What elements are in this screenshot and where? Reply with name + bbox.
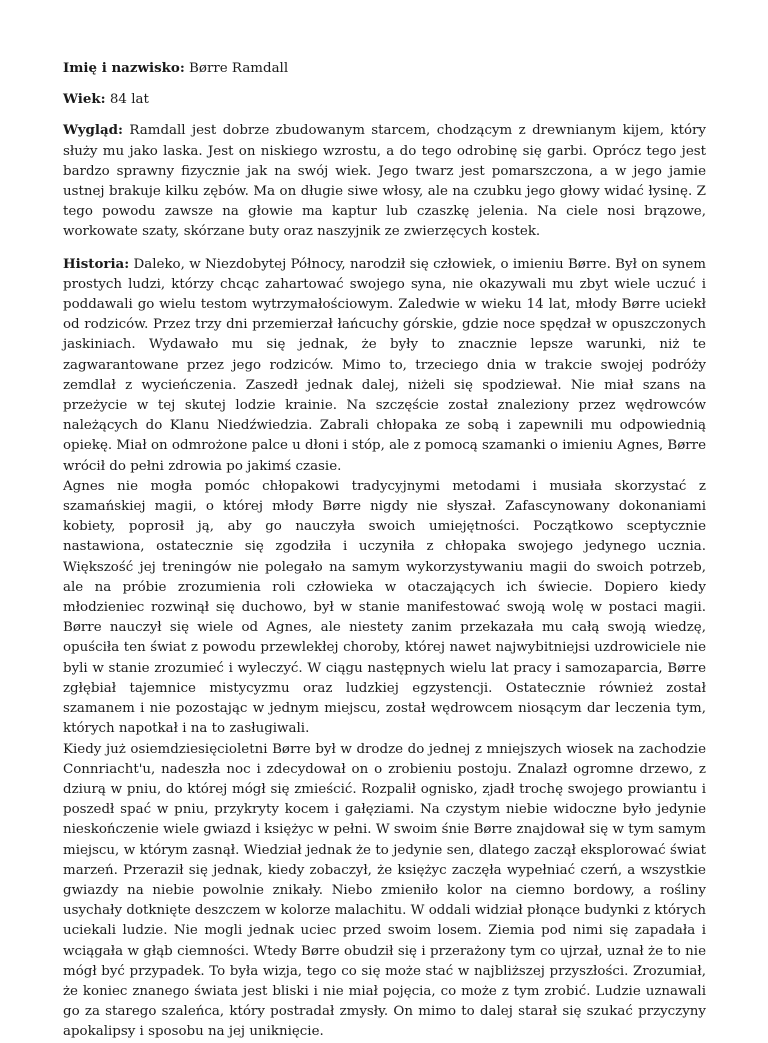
history-section — [63, 254, 706, 1043]
history-paragraph-1 — [63, 254, 706, 477]
name-label: Imię i nazwisko: — [63, 60, 185, 76]
history-paragraph-3 — [63, 740, 706, 1043]
history-label: Historia: — [63, 255, 130, 272]
age-label: Wiek: — [63, 91, 106, 108]
history-paragraph-2 — [63, 477, 706, 740]
name-value: Børre Ramdall — [189, 61, 289, 76]
history-text-2: Agnes nie mogła pomóc chłopakowi tradycyjnymi metodami i musiała skorzystać z szamańskiej magii, o której młody Børre nigdy nie słyszał. Zafascynowany dokonaniami kobiety, poprosił ją, aby go nauczyła swoich umiejętności. Początkowo sceptycznie nastawiona, ostatecznie się zgodziła i uczyniła z chłopaka swojego jedynego ucznia. Większość jej treningów nie polegało na samym wykorzystywaniu magii do swoich potrzeb, ale na próbie zrozumienia roli człowieka w otaczających ich świecie. Dopiero kiedy młodzieniec rozwinął się duchowo, był w stanie manifestować swoją wolę w postaci magii. Børre nauczył się wiele od Agnes, ale niestety zanim przekazała mu całą swoją wiedzę, opuściła ten świat z powodu przewlekłej choroby, której nawet najwybitniejsi uzdrowiciele nie byli w stanie zrozumieć i wyleczyć. W ciągu następnych wielu lat pracy i samozaparcia, Børre zgłębiał tajemnice mistycyzmu oraz ludzkiej egzystencji. Ostatecznie również został szamanem i nie pozostając w jednym miejscu, został wędrowcem niosącym dar leczenia tym, których napotkał i na to zasługiwali. — [63, 478, 706, 737]
appearance-text: Ramdall jest dobrze zbudowanym starcem, chodzącym z drewnianym kijem, który służy mu jako laska. Jest on niskiego wzrostu, a do tego odrobinę się garbi. Oprócz tego jest bardzo sprawny fizycznie jak na swój wiek. Jego twarz jest pomarszczona, a w jego jamie ustnej brakuje kilku zębów. Ma on długie siwe włosy, ale na czubku jego głowy widać łysinę. Z tego powodu zawsze na głowie ma kaptur lub czaszkę jelenia. Na ciele nosi brązowe, workowate szaty, skórzane buty oraz naszyjnik ze zwierzęcych kostek. — [63, 123, 706, 240]
name-field — [63, 58, 706, 79]
appearance-field — [63, 120, 706, 242]
age-value: 84 lat — [109, 92, 149, 108]
appearance-label: Wygląd: — [63, 122, 123, 139]
history-text-1: Daleko, w Niezdobytej Północy, narodził się człowiek, o imieniu Børre. Był on synem prostych ludzi, którzy chcąc zahartować swojego syna, nie okazywali mu zbyt wiele uczuć i poddawali go wielu testom wytrzymałościowym. Zaledwie w wieku 14 lat, młody Børre uciekł od rodziców. Przez trzy dni przemierzał łańcuchy górskie, gdzie noce spędzał w opuszczonych jaskiniach. Wydawało mu się jednak, że były to znacznie lepsze warunki, niż te zagwarantowane przez jego rodziców. Mimo to, trzeciego dnia w trakcie swojej podróży zemdlał z wycieńczenia. Zaszedł jednak dalej, niżeli się spodziewał. Nie miał szans na przeżycie w tej skutej lodzie krainie. Na szczęście został znaleziony przez wędrowców należących do Klanu Niedźwiedzia. Zabrali chłopaka ze sobą i zapewnili mu odpowiednią opiekę. Miał on odmrożone palce u dłoni i stóp, ale z pomocą szamanki o imieniu Agnes, Børre wrócił do pełni zdrowia po jakimś czasie. — [63, 256, 706, 474]
history-text-3: Kiedy już osiemdziesięcioletni Børre był w drodze do jednej z mniejszych wiosek na zachodzie Connriacht'u, nadeszła noc i zdecydował on o zrobieniu postoju. Znalazł ogromne drzewo, z dziurą w pniu, do której mógł się zmieścić. Rozpalił ognisko, zjadł trochę swojego prowiantu i poszedł spać w pniu, przykryty kocem i gałęziami. Na czystym niebie widoczne było jedynie nieskończenie wiele gwiazd i księżyc w pełni. W swoim śnie Børre znajdował się w tym samym miejscu, w którym zasnął. Wiedział jednak że to jedynie sen, dlatego zaczął eksplorować świat marzeń. Przeraził się jednak, kiedy zobaczył, że księżyc zaczęła wypełniać czerń, a wszystkie gwiazdy na niebie powolnie znikały. Niebo zmieniło kolor na ciemno bordowy, a rośliny usychały dotknięte deszczem w kolorze malachitu. W oddali widział płonące budynki z których uciekali ludzie. Nie mogli jednak uciec przed swoim losem. Ziemia pod nimi się zapadała i wciągała w głąb ciemności. Wtedy Børre obudził się i przerażony tym co ujrzał, uznał że to nie mógł być przypadek. To była wizja, tego co się może stać w najbliższej przyszłości. Zrozumiał, że koniec znanego świata jest bliski i nie miał pojęcia, co może z tym zrobić. Ludzie uznawali go za starego szaleńca, który postradał zmysły. On mimo to dalej starał się szukać przyczyny apokalipsy i sposobu na jej uniknięcie. — [63, 741, 706, 1040]
age-field — [63, 89, 706, 110]
